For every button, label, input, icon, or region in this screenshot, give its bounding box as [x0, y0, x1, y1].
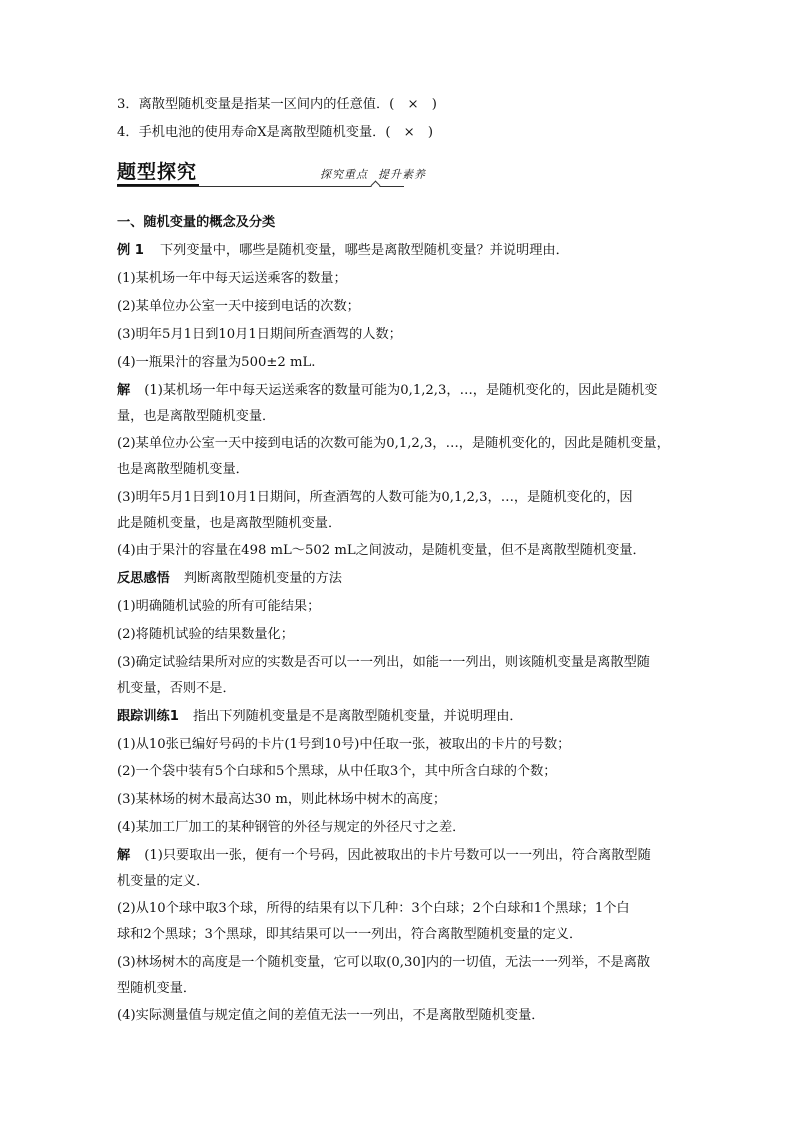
practice-1-solution-text: 型随机变量．	[117, 981, 197, 996]
example-1-solution-text: (4)由于果汁的容量在498 mL～502 mL之间波动，是随机变量，但不是离散型随机变量．	[117, 543, 646, 558]
section-rule	[117, 186, 404, 187]
practice-1-question: 指出下列随机变量是不是离散型随机变量，并说明理由．	[192, 709, 523, 724]
example-1-solution-text: 也是离散型随机变量．	[117, 462, 249, 477]
example-1-solution-text: (2)某单位办公室一天中接到电话的次数可能为0,1,2,3，…，是随机变化的，因此是随机变量，	[117, 436, 670, 451]
reflection-item: (1)明确随机试验的所有可能结果；	[117, 599, 321, 614]
example-1-solution-text: (1)某机场一年中每天运送乘客的数量可能为0,1,2,3，…，是随机变化的，因此是随机变	[144, 383, 658, 398]
heading-1: 一、随机变量的概念及分类	[117, 215, 276, 230]
reflection-label: 反思感悟	[117, 571, 170, 586]
reflection-heading	[117, 570, 692, 587]
example-1-solution-text: 量，也是离散型随机变量．	[117, 409, 276, 424]
example-1-solution-label: 解	[117, 383, 131, 398]
example-1-item: (3)明年5月1日到10月1日期间所查酒驾的人数；	[117, 327, 402, 342]
reflection-item: 机变量，否则不是．	[117, 681, 236, 696]
section-rule-mark	[371, 181, 381, 191]
section-title: 题型探究	[117, 161, 198, 183]
section-tag-left: 探究重点	[320, 168, 368, 181]
example-1-solution-line	[117, 382, 692, 399]
reflection-item: (3)确定试验结果所对应的实数是否可以一一列出，如能一一列出，则该随机变量是离散型随	[117, 655, 650, 670]
practice-1-label: 跟踪训练1	[117, 709, 179, 724]
example-1-label: 例 1	[117, 243, 144, 258]
practice-1-solution-text: 球和2个黑球；3个黑球，即其结果可以一一列出，符合离散型随机变量的定义．	[117, 927, 583, 942]
example-1-solution-text: 此是随机变量，也是离散型随机变量．	[117, 516, 342, 531]
prev-item-4: 4．手机电池的使用寿命X是离散型随机变量．( × )	[117, 125, 434, 140]
practice-1-item: (2)一个袋中装有5个白球和5个黑球，从中任取3个，其中所含白球的个数；	[117, 764, 557, 779]
practice-1-solution-text: (3)林场树木的高度是一个随机变量，它可以取(0,30]内的一切值，无法一一列举，不是离散	[117, 955, 651, 970]
practice-1-item: (3)某林场的树木最高达30 m，则此林场中树木的高度；	[117, 792, 447, 807]
practice-1-solution-text: (2)从10个球中取3个球，所得的结果有以下几种：3个白球；2个白球和1个黑球；1个白	[117, 901, 630, 916]
example-1-question-line	[117, 242, 692, 259]
practice-1-solution-text: 机变量的定义．	[117, 874, 210, 889]
example-1-item: (4)一瓶果汁的容量为500±2 mL.	[117, 355, 316, 370]
reflection-item: (2)将随机试验的结果数量化；	[117, 627, 294, 642]
practice-1-solution-text: (4)实际测量值与规定值之间的差值无法一一列出，不是离散型随机变量．	[117, 1008, 545, 1023]
practice-1-solution-label: 解	[117, 848, 131, 863]
practice-1-item: (4)某加工厂加工的某种钢管的外径与规定的外径尺寸之差．	[117, 820, 466, 835]
practice-1-solution-line	[117, 847, 692, 864]
example-1-item: (2)某单位办公室一天中接到电话的次数；	[117, 299, 360, 314]
prev-item-3: 3．离散型随机变量是指某一区间内的任意值．( × )	[117, 97, 437, 112]
practice-1-question-line	[117, 708, 692, 725]
example-1-question: 下列变量中，哪些是随机变量，哪些是离散型随机变量？并说明理由．	[159, 243, 569, 258]
section-tag-right: 提升素养	[378, 168, 426, 181]
example-1-solution-text: (3)明年5月1日到10月1日期间，所查酒驾的人数可能为0,1,2,3，…，是随机变化的，因	[117, 490, 633, 505]
example-1-item: (1)某机场一年中每天运送乘客的数量；	[117, 271, 347, 286]
practice-1-item: (1)从10张已编好号码的卡片(1号到10号)中任取一张，被取出的卡片的号数；	[117, 737, 571, 752]
practice-1-solution-text: (1)只要取出一张，便有一个号码，因此被取出的卡片号数可以一一列出，符合离散型随	[144, 848, 651, 863]
section-tag	[320, 168, 426, 182]
reflection-title: 判断离散型随机变量的方法	[183, 571, 342, 586]
